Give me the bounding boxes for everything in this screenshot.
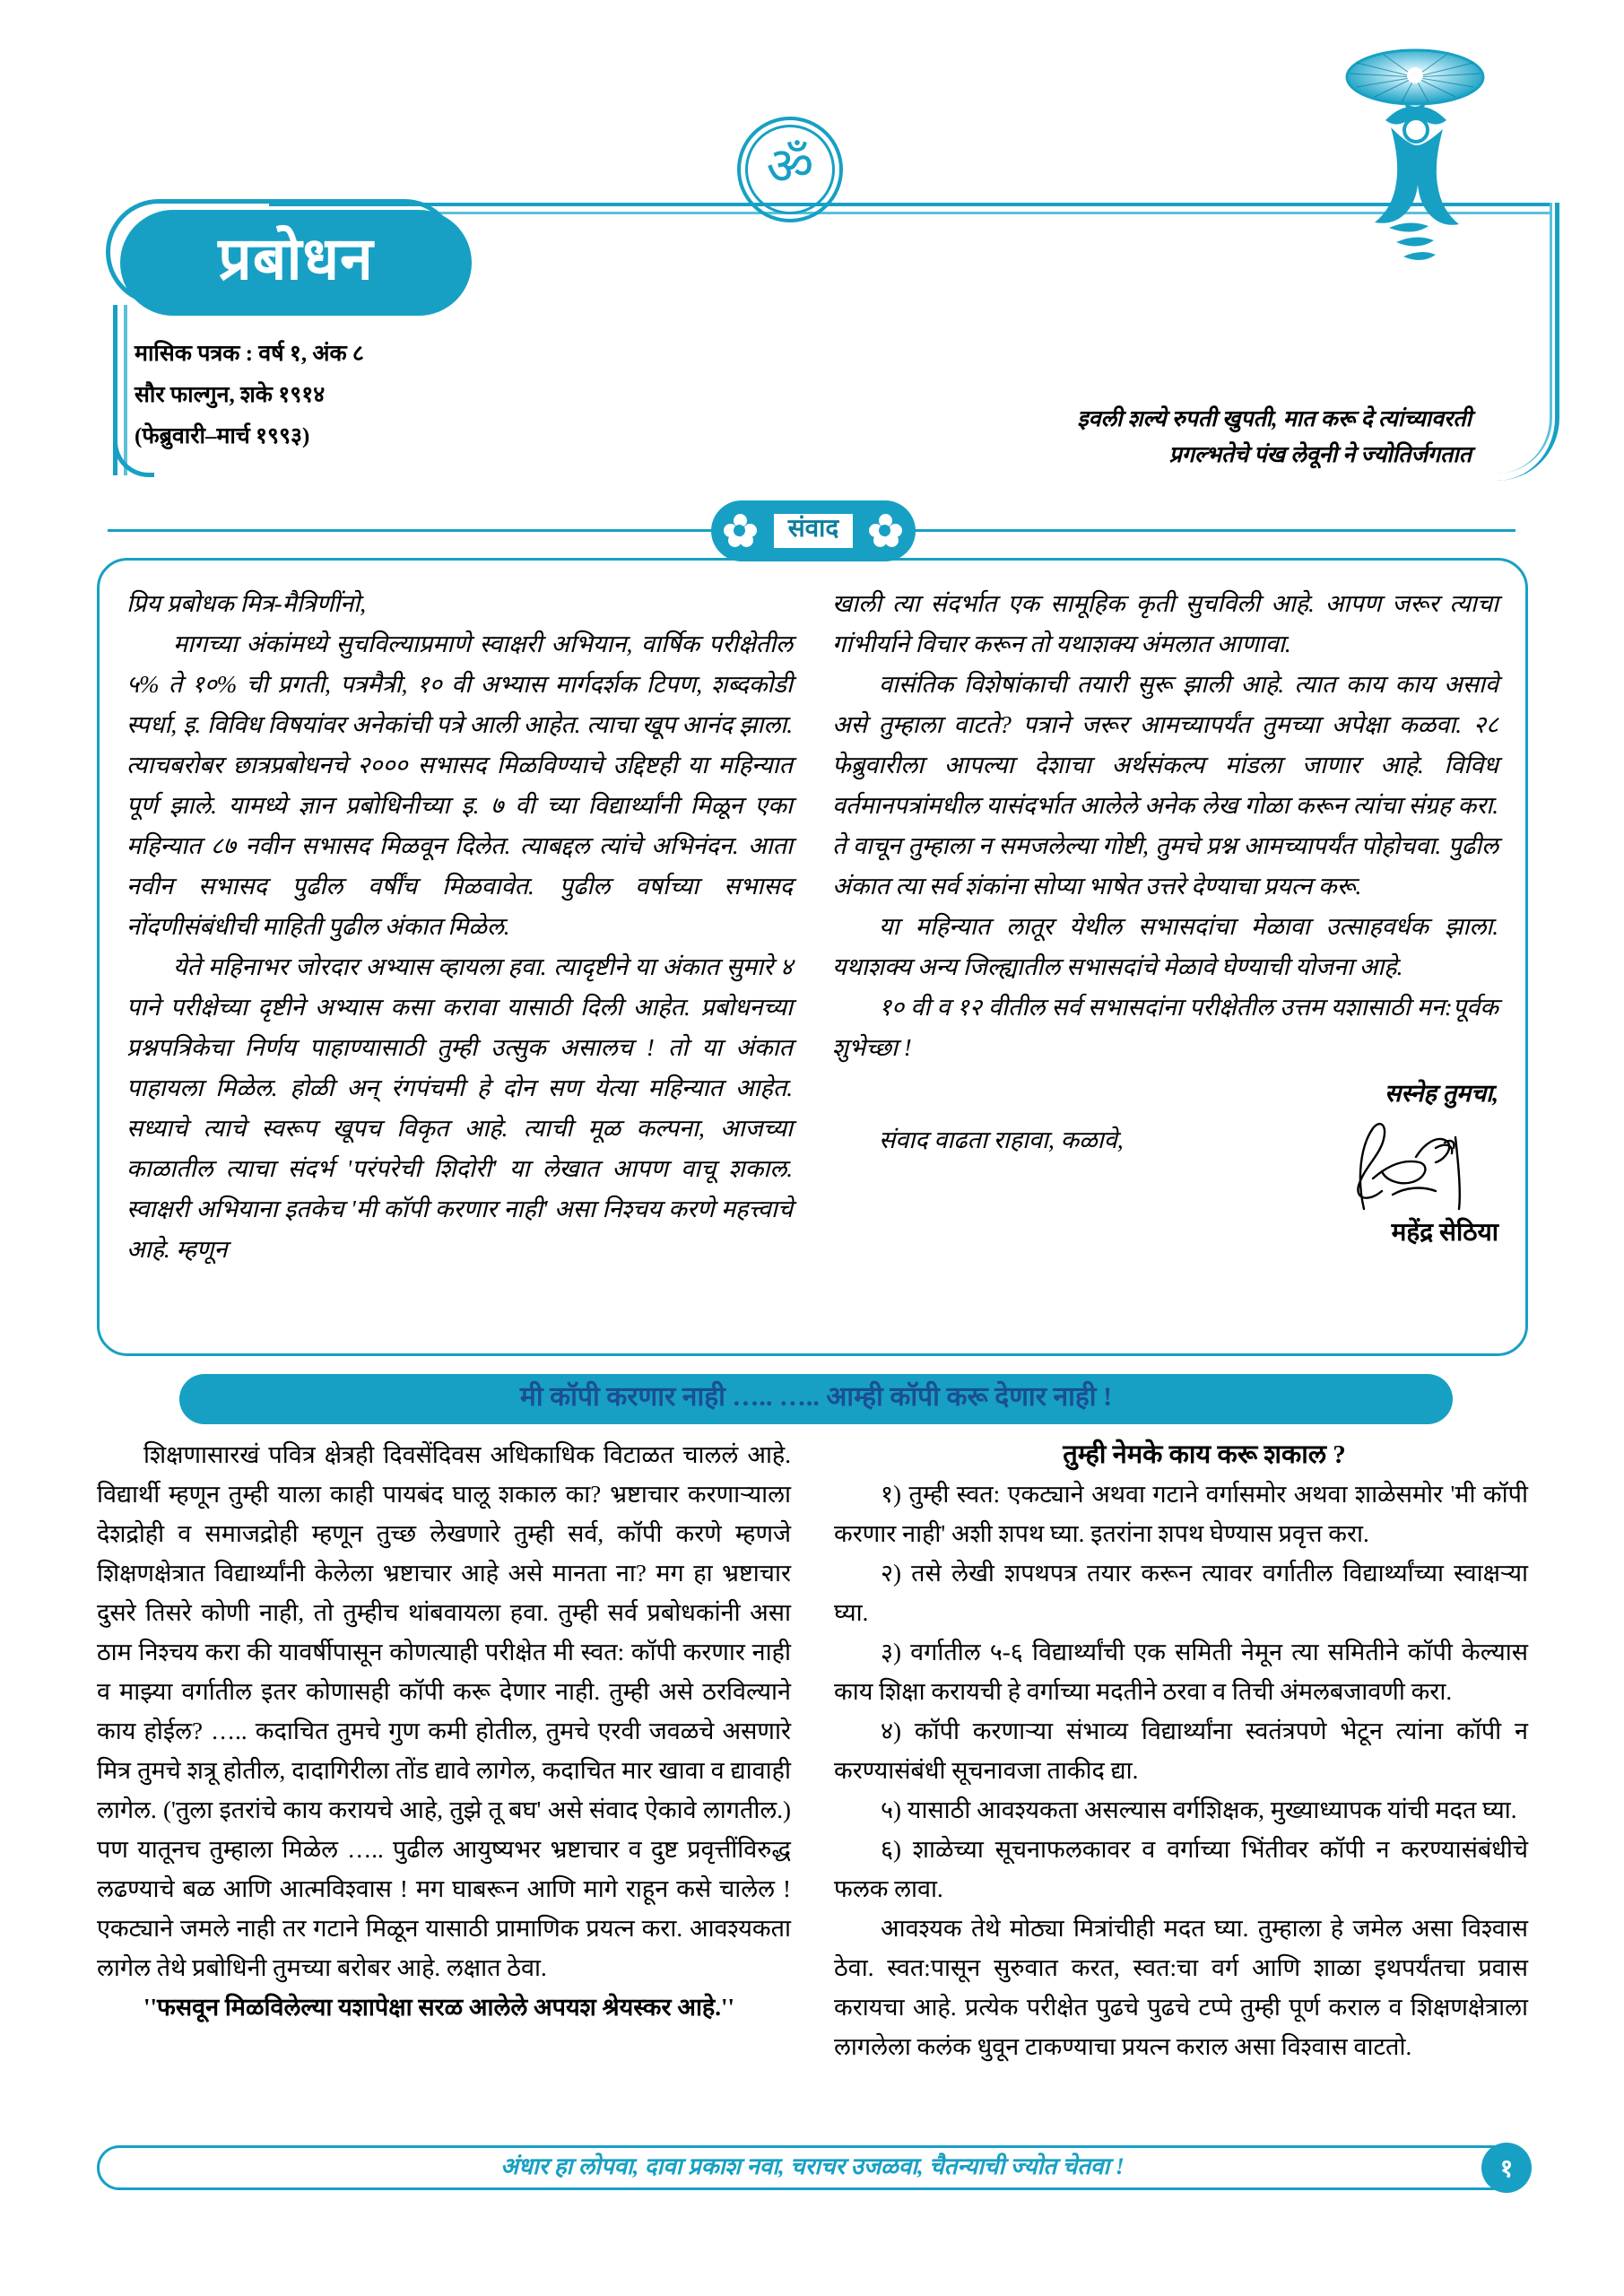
masthead-plate [120, 210, 472, 316]
article-left-column [97, 1435, 791, 2066]
footer-bar [97, 2145, 1528, 2190]
letter-paragraph: मागच्या अंकांमध्ये सुचविल्याप्रमाणे स्वाक्षरी अभियान, वार्षिक परीक्षेतील ५% ते १०% ची प्रगती, पत्रमैत्री, १० वी अभ्यास मार्गदर्शक टिपण, शब्दकोडी स्पर्धा, इ. विविध विषयांवर अनेकांची पत्रे आली आहेत. त्याचा खूप आनंद झाला. त्याचबरोबर छात्रप्रबोधनचे २००० सभासद मिळविण्याचे उद्दिष्टही या महिन्यात पूर्ण झाले. यामध्ये ज्ञान प्रबोधिनीच्या इ. ७ वी च्या विद्यार्थ्यांनी मिळून एका महिन्यात ८७ नवीन सभासद मिळवून दिलेत. त्याबद्दल त्यांचे अभिनंदन. आता नवीन सभासद पुढील वर्षींच मिळवावेत. पुढील वर्षाच्या सभासद नोंदणीसंबंधीची माहिती पुढील अंकात मिळेल. [126, 631, 793, 940]
section-header-pill [711, 500, 916, 561]
letter-signoff-name: महेंद्र सेठिया [1391, 1219, 1498, 1247]
letter-signoff-block [1310, 1074, 1498, 1253]
letter-salutation: प्रिय प्रबोधक मित्र-मैत्रिणींनो, [126, 590, 366, 617]
torch-bearer-logo [1321, 38, 1509, 271]
letter-paragraph: या महिन्यात लातूर येथील सभासदांचा मेळावा उत्साहवर्धक झाला. यथाशक्य अन्य जिल्ह्यातील सभासदांचे मेळावे घेण्याची योजना आहे. [832, 913, 1498, 980]
editors-letter-box [97, 558, 1528, 1356]
letter-paragraph: येते महिनाभर जोरदार अभ्यास व्हायला हवा. त्यादृष्टीने या अंकात सुमारे ४ पाने परीक्षेच्या दृष्टीने अभ्यास कसा करावा यासाठी दिली आहेत. प्रबोधनच्या प्रश्नपत्रिकेचा निर्णय पाहाण्यासाठी तुम्ही उत्सुक असालच ! तो या अंकात पाहायला मिळेल. होळी अन् रंगपंचमी हे दोन सण येत्या महिन्यात आहेत. सध्याचे त्याचे स्वरूप खूपच विकृत आहे. त्याची मूळ कल्पना, आजच्या काळातील त्याचा संदर्भ 'परंपरेची शिदोरी' या लेखात आपण वाचू शकाल. स्वाक्षरी अभियाना इतकेच 'मी कॉपी करणार नाही' असा निश्चय करणे महत्त्वाचे आहे. म्हणून [126, 953, 793, 1263]
issue-line-2: सौर फाल्गुन, शके १९१४ [135, 383, 326, 407]
letter-paragraph: १० वी व १२ वीतील सर्व सभासदांना परीक्षेतील उत्तम यशासाठी मन:पूर्वक शुभेच्छा ! [832, 994, 1498, 1061]
letter-left-column [126, 584, 793, 1337]
copy-pledge-banner-text: मी कॉपी करणार नाही ….. ….. आम्ही कॉपी करू देणार नाही ! [519, 1382, 1113, 1412]
article-paragraph: शिक्षणासारखं पवित्र क्षेत्रही दिवसेंदिवस अधिकाधिक विटाळत चाललं आहे. विद्यार्थी म्हणून तुम्ही याला काही पायबंद घालू शकाल का? भ्रष्टाचार करणाऱ्याला देशद्रोही व समाजद्रोही म्हणून तुच्छ लेखणारे तुम्ही सर्व, कॉपी करणे म्हणजे शिक्षणक्षेत्रात विद्यार्थ्यांनी केलेला भ्रष्टाचार आहे असे मानता ना? मग हा भ्रष्टाचार दुसरे तिसरे कोणी नाही, तो तुम्हीच थांबवायला हवा. तुम्ही सर्व प्रबोधकांनी असा ठाम निश्चय करा की यावर्षीपासून कोणत्याही परीक्षेत मी स्वत: कॉपी करणार नाही व माझ्या वर्गातील इतर कोणासही कॉपी करू देणार नाही. तुम्ही असे ठरविल्याने काय होईल? ….. कदाचित तुमचे गुण कमी होतील, तुमचे एरवी जवळचे असणारे मित्र तुमचे शत्रू होतील, दादागिरीला तोंड द्यावे लागेल, कदाचित मार खावा व द्यावाही लागेल. ('तुला इतरांचे काय करायचे आहे, तुझे तू बघ' असे संवाद ऐकावे लागतील.) पण यातूनच तुम्हाला मिळेल ….. पुढील आयुष्यभर भ्रष्टाचार व दुष्ट प्रवृत्तींविरुद्ध लढण्याचे बळ आणि आत्मविश्वास ! मग घाबरून आणि मागे राहून कसे चालेल ! एकट्याने जमले नाही तर गटाने मिळून यासाठी प्रामाणिक प्रयत्न करा. आवश्यकता लागेल तेथे प्रबोधिनी तुमच्या बरोबर आहे. लक्षात ठेवा. [97, 1441, 791, 1981]
tagline-line-2: प्रगल्भतेचे पंख लेवूनी ने ज्योतिर्जगतात [1168, 443, 1472, 467]
tagline-line-1: इवली शल्ये रुपती खुपती, मात करू दे त्यांच्यावरती [1077, 407, 1472, 431]
action-list-item: ५) यासाठी आवश्यकता असल्यास वर्गशिक्षक, मुख्याध्यापक यांची मदत घ्या. [881, 1796, 1517, 1823]
flower-icon-left [724, 514, 758, 548]
letter-paragraph: खाली त्या संदर्भात एक सामूहिक कृती सुचविली आहे. आपण जरूर त्याचा गांभीर्याने विचार करून तो यथाशक्य अंमलात आणावा. [832, 590, 1498, 657]
section-header-label: संवाद [774, 514, 854, 549]
action-list-heading: तुम्ही नेमके काय करू शकाल ? [1063, 1440, 1346, 1469]
masthead-tagline [1077, 402, 1472, 474]
article-right-column [834, 1435, 1528, 2066]
letter-signoff-closing: सस्नेह तुमचा, [1384, 1080, 1498, 1107]
om-medallion [737, 117, 843, 222]
page-header [0, 0, 1624, 502]
article-closing-paragraph: आवश्यक तेथे मोठ्या मित्रांचीही मदत घ्या. तुम्हाला हे जमेल असा विश्वास ठेवा. स्वत:पासून सुरुवात करत, स्वत:चा वर्ग आणि शाळा इथपर्यंतचा प्रवास करायचा आहे. प्रत्येक परीक्षेत पुढचे पुढचे टप्पे तुम्ही पूर्ण कराल व शिक्षणक्षेत्राला लागलेला कलंक धुवून टाकण्याचा प्रयत्न कराल असा विश्वास वाटतो. [834, 1915, 1528, 2060]
action-list-item: २) तसे लेखी शपथपत्र तयार करून त्यावर वर्गातील विद्यार्थ्यांच्या स्वाक्षऱ्या घ्या. [834, 1560, 1528, 1626]
om-ring-inner [745, 125, 835, 214]
letter-paragraph: वासंतिक विशेषांकाची तयारी सुरू झाली आहे. त्यात काय काय असावे असे तुम्हाला वाटते? पत्राने जरूर आमच्यापर्यंत तुमच्या अपेक्षा कळवा. २८ फेब्रुवारीला आपल्या देशाचा अर्थसंकल्प मांडला जाणार आहे. विविध वर्तमानपत्रांमधील यासंदर्भात आलेले अनेक लेख गोळा करून त्यांचा संग्रह करा. ते वाचून तुम्हाला न समजलेल्या गोष्टी, तुमचे प्रश्न आमच्यापर्यंत पोहोचवा. पुढील अंकात त्या सर्व शंकांना सोप्या भाषेत उत्तरे देण्याचा प्रयत्न करू. [832, 671, 1498, 900]
page-footer [97, 2145, 1528, 2196]
om-icon: ॐ [766, 137, 814, 196]
letter-signoff-left: संवाद वाढता राहावा, कळावे, [879, 1126, 1124, 1153]
action-list-item: ४) कॉपी करणाऱ्या संभाव्य विद्यार्थ्यांना स्वतंत्रपणे भेटून त्यांना कॉपी न करण्यासंबंधी सूचनावजा ताकीद द्या. [834, 1718, 1528, 1784]
action-list-item: १) तुम्ही स्वत: एकट्याने अथवा गटाने वर्गासमोर अथवा शाळेसमोर 'मी कॉपी करणार नाही' अशी शपथ घ्या. इतरांना शपथ घेण्यास प्रवृत्त करा. [834, 1481, 1528, 1547]
section-header-samvad [0, 499, 1624, 563]
article-pullquote: ''फसवून मिळविलेल्या यशापेक्षा सरळ आलेले अपयश श्रेयस्कर आहे.'' [143, 1994, 734, 2021]
handwritten-signature-icon [1310, 1116, 1498, 1213]
letter-right-column [832, 584, 1498, 1337]
issue-line-3: (फेब्रुवारी–मार्च १९९३) [135, 424, 310, 448]
flower-icon-right [869, 514, 903, 548]
footer-tagline: अंधार हा लोपवा, दावा प्रकाश नवा, चराचर उजळवा, चैतन्याची ज्योत चेतवा ! [500, 2152, 1125, 2179]
page-title: प्रबोधन [218, 227, 374, 292]
issue-line-1: मासिक पत्रक : वर्ष १, अंक ८ [135, 342, 364, 366]
copy-pledge-banner [179, 1374, 1453, 1424]
action-list-item: ३) वर्गातील ५-६ विद्यार्थ्यांची एक समिती नेमून त्या समितीने कॉपी केल्यास काय शिक्षा करायची हे वर्गाच्या मदतीने ठरवा व तिची अंमलबजावणी करा. [834, 1639, 1528, 1705]
page-number-badge: १ [1481, 2143, 1532, 2193]
letter-signature-area [832, 1068, 1498, 1253]
article-body [97, 1435, 1528, 2066]
action-list-item: ६) शाळेच्या सूचनाफलकावर व वर्गाच्या भिंतीवर कॉपी न करण्यासंबंधीचे फलक लावा. [834, 1836, 1528, 1902]
issue-info [135, 334, 364, 457]
